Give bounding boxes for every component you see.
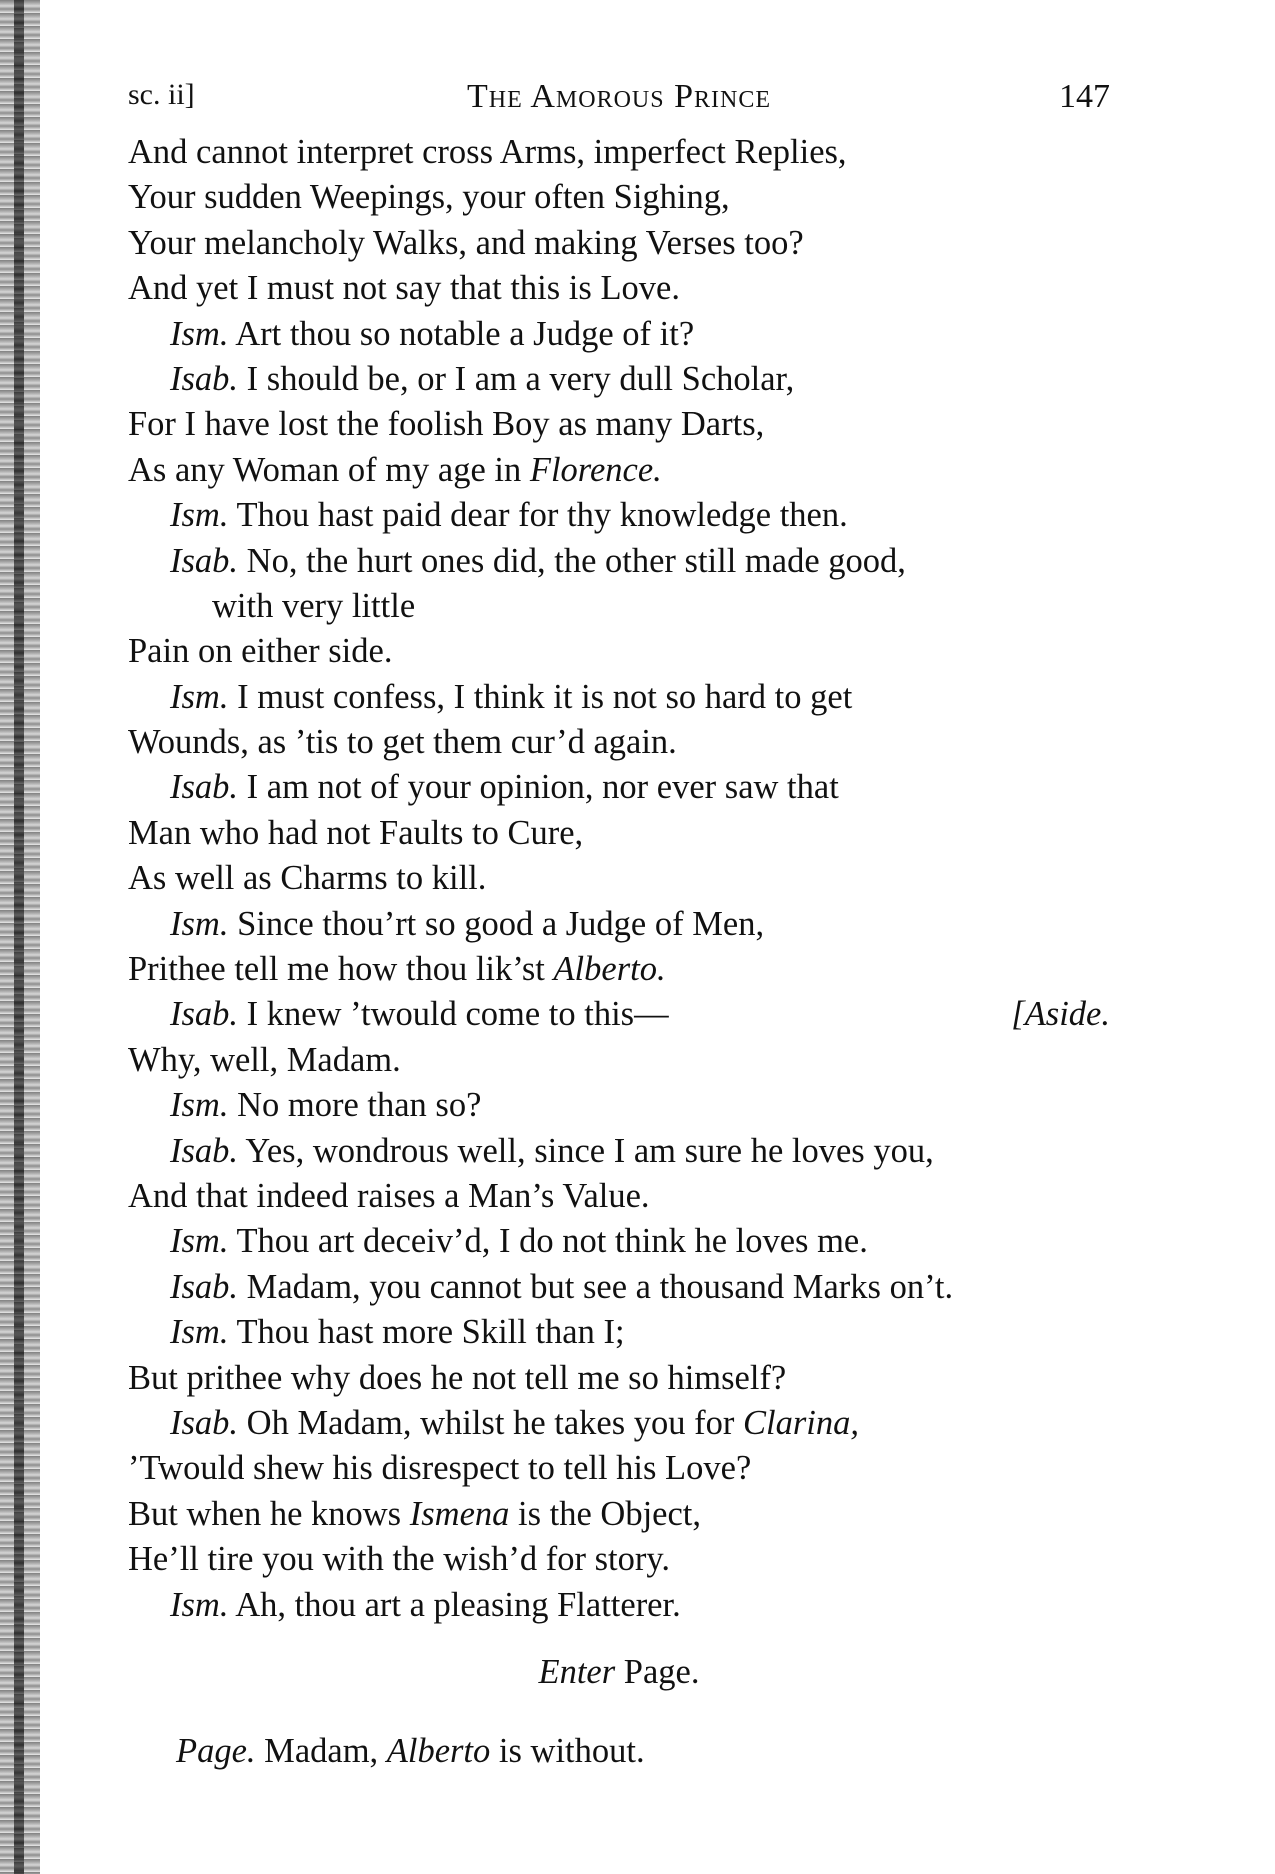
speaker-name: Isab. bbox=[170, 768, 239, 807]
stage-direction-text: Page. bbox=[615, 1652, 700, 1691]
text-line bbox=[128, 493, 1110, 538]
speaker-name: Ism. bbox=[170, 1585, 229, 1624]
speaker-name: Isab. bbox=[170, 995, 239, 1034]
aside-direction: [Aside. bbox=[1011, 995, 1110, 1034]
line-text: Since thou’rt so good a Judge of Men, bbox=[237, 904, 765, 943]
text-line bbox=[128, 312, 1110, 357]
line-text: But when he knows bbox=[128, 1494, 410, 1533]
speaker-name: Page. bbox=[176, 1731, 256, 1770]
stage-direction-italic: Enter bbox=[538, 1652, 616, 1691]
line-text: And yet I must not say that this is Love. bbox=[128, 269, 680, 308]
speaker-name: Isab. bbox=[170, 1267, 239, 1306]
line-text: I must confess, I think it is not so hard to get bbox=[237, 677, 853, 716]
speaker-name: Ism. bbox=[170, 314, 229, 353]
stage-direction bbox=[128, 1628, 1110, 1717]
page-number: 147 bbox=[1059, 78, 1110, 115]
text-line bbox=[128, 765, 1110, 810]
text-line bbox=[128, 1717, 1110, 1774]
speaker-name: Ism. bbox=[170, 677, 229, 716]
text-line bbox=[128, 1265, 1110, 1310]
speaker-name: Isab. bbox=[170, 1131, 239, 1170]
text-line bbox=[128, 992, 1110, 1037]
running-title: The Amorous Prince bbox=[466, 78, 772, 115]
text-line bbox=[128, 1446, 1110, 1491]
line-text: Madam, you cannot but see a thousand Marks on’t. bbox=[246, 1267, 954, 1306]
line-text: As any Woman of my age in bbox=[128, 450, 530, 489]
line-text: Prithee tell me how thou lik’st bbox=[128, 950, 554, 989]
text-line bbox=[128, 947, 1110, 992]
line-text: I should be, or I am a very dull Scholar, bbox=[246, 359, 795, 398]
text-line bbox=[128, 1219, 1110, 1264]
text-line bbox=[128, 1174, 1110, 1219]
text-line bbox=[128, 1492, 1110, 1537]
text-line bbox=[128, 539, 1110, 584]
line-text: Thou art deceiv’d, I do not think he loves me. bbox=[236, 1222, 868, 1261]
line-text: As well as Charms to kill. bbox=[128, 859, 487, 898]
italic-text: Ismena bbox=[409, 1494, 510, 1533]
text-line bbox=[128, 811, 1110, 856]
line-text: I am not of your opinion, nor ever saw that bbox=[246, 768, 839, 807]
line-text: But prithee why does he not tell me so himself? bbox=[128, 1358, 787, 1397]
text-line bbox=[128, 1401, 1110, 1446]
line-text: ’Twould shew his disrespect to tell his Love? bbox=[128, 1449, 752, 1488]
text-line bbox=[128, 584, 1110, 629]
line-text: Yes, wondrous well, since I am sure he loves you, bbox=[245, 1131, 934, 1170]
text-line bbox=[128, 1310, 1110, 1355]
text-line bbox=[128, 1356, 1110, 1401]
text-line bbox=[128, 402, 1110, 447]
speaker-name: Isab. bbox=[170, 359, 239, 398]
play-text bbox=[128, 130, 1110, 1774]
line-text: And that indeed raises a Man’s Value. bbox=[128, 1176, 650, 1215]
text-line bbox=[128, 720, 1110, 765]
speaker-name: Ism. bbox=[170, 1313, 229, 1352]
line-text: No more than so? bbox=[237, 1086, 482, 1125]
text-line bbox=[128, 1083, 1110, 1128]
line-text: No, the hurt ones did, the other still made good, bbox=[246, 541, 906, 580]
text-line bbox=[128, 448, 1110, 493]
text-line bbox=[128, 675, 1110, 720]
line-text: I knew ’twould come to this— bbox=[246, 995, 669, 1034]
text-line bbox=[128, 1129, 1110, 1174]
italic-text: Alberto bbox=[386, 1731, 491, 1770]
line-text: Pain on either side. bbox=[128, 632, 393, 671]
italic-text: Alberto. bbox=[553, 950, 666, 989]
line-text-after: is without. bbox=[490, 1731, 645, 1770]
page-binding-shadow bbox=[14, 0, 24, 1874]
speaker-name: Ism. bbox=[170, 904, 229, 943]
line-text: Your sudden Weepings, your often Sighing, bbox=[128, 178, 730, 217]
speaker-name: Ism. bbox=[170, 496, 229, 535]
line-text: Man who had not Faults to Cure, bbox=[128, 813, 584, 852]
line-text: Wounds, as ’tis to get them cur’d again. bbox=[128, 723, 677, 762]
text-line bbox=[128, 1583, 1110, 1628]
line-text: Ah, thou art a pleasing Flatterer. bbox=[235, 1585, 681, 1624]
page-header bbox=[128, 78, 1110, 128]
text-line bbox=[128, 629, 1110, 674]
line-text: He’ll tire you with the wish’d for story. bbox=[128, 1540, 670, 1579]
text-line bbox=[128, 856, 1110, 901]
scene-label: sc. ii] bbox=[128, 78, 195, 111]
text-line bbox=[128, 175, 1110, 220]
line-text: Why, well, Madam. bbox=[128, 1040, 401, 1079]
text-line bbox=[128, 266, 1110, 311]
line-text: For I have lost the foolish Boy as many Darts, bbox=[128, 405, 765, 444]
text-line bbox=[128, 1038, 1110, 1083]
italic-text: Clarina, bbox=[743, 1403, 859, 1442]
speaker-name: Isab. bbox=[170, 541, 239, 580]
line-text-after: is the Object, bbox=[509, 1494, 702, 1533]
line-text: with very little bbox=[212, 586, 416, 625]
speaker-name: Ism. bbox=[170, 1222, 229, 1261]
italic-text: Florence. bbox=[529, 450, 662, 489]
text-line bbox=[128, 130, 1110, 175]
line-text: And cannot interpret cross Arms, imperfect Replies, bbox=[128, 133, 847, 171]
line-text: Oh Madam, whilst he takes you for bbox=[246, 1403, 743, 1442]
text-line bbox=[128, 902, 1110, 947]
text-line bbox=[128, 357, 1110, 402]
text-line bbox=[128, 1537, 1110, 1582]
line-text: Madam, bbox=[255, 1731, 387, 1770]
text-line bbox=[128, 221, 1110, 266]
speaker-name: Isab. bbox=[170, 1403, 239, 1442]
line-text: Art thou so notable a Judge of it? bbox=[235, 314, 695, 353]
line-text: Thou hast paid dear for thy knowledge then. bbox=[236, 496, 848, 535]
line-text: Thou hast more Skill than I; bbox=[236, 1313, 625, 1352]
line-text: Your melancholy Walks, and making Verses too? bbox=[128, 223, 804, 262]
speaker-name: Ism. bbox=[170, 1086, 229, 1125]
